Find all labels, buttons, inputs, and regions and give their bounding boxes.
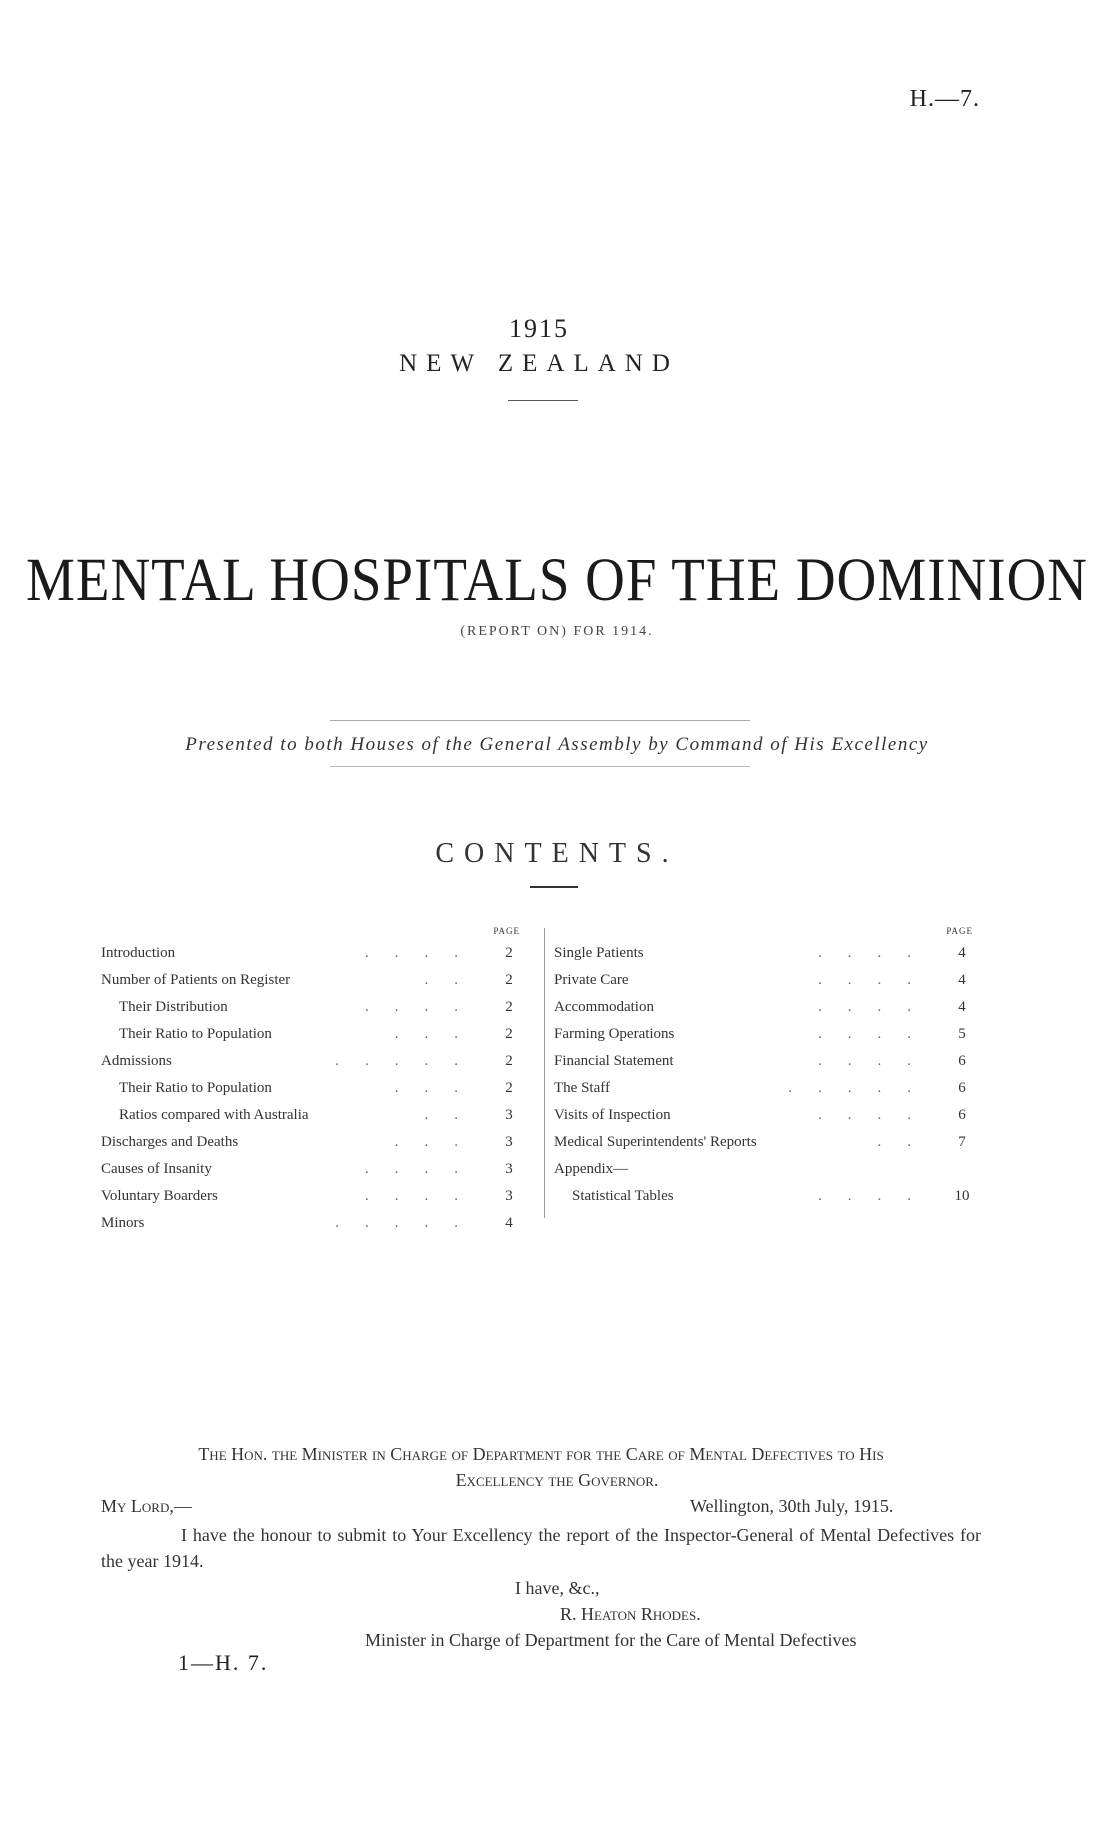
letter-addressee: The Hon. the Minister in Charge of Department for the Care of Mental Defectives to His [198,1444,884,1464]
toc-page: 4 [958,945,966,961]
toc-label: Appendix— [554,1161,629,1177]
toc-page: 3 [505,1161,513,1177]
toc-page: 10 [954,1188,970,1204]
toc-page: 3 [505,1134,513,1150]
toc-label: Accommodation [554,999,654,1015]
toc-entry: Their Distribution .... 2 [101,994,528,1021]
toc-label: Farming Operations [554,1026,675,1042]
toc-label: Discharges and Deaths [101,1134,239,1150]
toc-entry: Visits of Inspection .... 6 [554,1102,981,1129]
toc-entry: Introduction .... 2 [101,940,528,967]
page-column-header: PAGE [493,926,520,936]
toc-page: 2 [505,999,513,1015]
contents-right-column [554,926,981,1210]
toc-entry: Discharges and Deaths ... 3 [101,1129,528,1156]
toc-label: Private Care [554,972,629,988]
toc-entry: Financial Statement .... 6 [554,1048,981,1075]
toc-entry: Accommodation .... 4 [554,994,981,1021]
toc-label: Causes of Insanity [101,1161,212,1177]
toc-page: 4 [958,972,966,988]
toc-label: Ratios compared with Australia [119,1107,309,1123]
letter-signature: R. Heaton Rhodes. [560,1604,701,1624]
toc-page: 2 [505,1053,513,1069]
toc-label: Minors [101,1215,145,1231]
toc-page: 5 [958,1026,966,1042]
toc-label: Their Distribution [119,999,228,1015]
toc-entry: Their Ratio to Population ... 2 [101,1021,528,1048]
contents-heading: CONTENTS. [435,838,679,869]
toc-page: 4 [505,1215,513,1231]
presented-rule-bottom [330,766,750,767]
toc-label: Introduction [101,945,176,961]
toc-page: 4 [958,999,966,1015]
toc-entry: Voluntary Boarders .... 3 [101,1183,528,1210]
toc-label: Single Patients [554,945,644,961]
toc-label: Financial Statement [554,1053,674,1069]
toc-entry: The Staff ..... 6 [554,1075,981,1102]
toc-label: Voluntary Boarders [101,1188,218,1204]
toc-entry: Admissions ..... 2 [101,1048,528,1075]
toc-entry: Single Patients .... 4 [554,940,981,967]
toc-entry: Medical Superintendents' Reports .. 7 [554,1129,981,1156]
toc-label: Statistical Tables [572,1188,674,1204]
document-code: H.—7. [909,86,980,112]
toc-label: Number of Patients on Register [101,972,291,988]
toc-page: 2 [505,1080,513,1096]
toc-page: 2 [505,972,513,988]
toc-page: 6 [958,1080,966,1096]
contents-divider [530,886,578,888]
page-signature-code: 1—H. 7. [178,1650,269,1675]
toc-entry: Private Care .... 4 [554,967,981,994]
letter-body: I have the honour to submit to Your Excellency the report of the Inspector-General of Mental Defectives for the year 1914. [101,1525,981,1571]
letter-addressee-continued: Excellency the Governor. [455,1470,659,1490]
toc-label: Admissions [101,1053,172,1069]
toc-page: 2 [505,945,513,961]
report-subtitle: (REPORT ON) FOR 1914. [460,624,654,639]
toc-entry: Causes of Insanity .... 3 [101,1156,528,1183]
toc-label: The Staff [554,1080,610,1096]
toc-entry: Farming Operations .... 5 [554,1021,981,1048]
toc-page: 3 [505,1107,513,1123]
country-name: NEW ZEALAND [399,350,679,377]
toc-page: 6 [958,1107,966,1123]
toc-entry: Their Ratio to Population ... 2 [101,1075,528,1102]
presented-line: Presented to both Houses of the General Assembly by Command of His Excellency [185,734,929,755]
presented-rule-top [330,720,750,721]
title-divider [508,400,578,401]
toc-page: 6 [958,1053,966,1069]
letter-salutation: My Lord,— [101,1496,192,1516]
toc-page: 7 [958,1134,966,1150]
page-column-header: PAGE [946,926,973,936]
toc-entry: Number of Patients on Register .. 2 [101,967,528,994]
toc-entry [554,1156,981,1183]
toc-label: Medical Superintendents' Reports [554,1134,757,1150]
letter-closing: I have, &c., [515,1578,600,1598]
toc-entry: Ratios compared with Australia .. 3 [101,1102,528,1129]
toc-page: 3 [505,1188,513,1204]
letter-place-date: Wellington, 30th July, 1915. [690,1496,894,1516]
report-year: 1915 [509,314,569,343]
toc-label: Their Ratio to Population [119,1026,272,1042]
report-title: MENTAL HOSPITALS OF THE DOMINION [25,545,1089,614]
toc-page: 2 [505,1026,513,1042]
toc-label: Visits of Inspection [554,1107,671,1123]
contents-column-divider [544,928,545,1218]
toc-label: Their Ratio to Population [119,1080,272,1096]
contents-left-column [101,926,528,1237]
toc-entry: Statistical Tables .... 10 [554,1183,981,1210]
letter-signature-title: Minister in Charge of Department for the Care of Mental Defectives [365,1630,857,1650]
toc-entry: Minors ..... 4 [101,1210,528,1237]
